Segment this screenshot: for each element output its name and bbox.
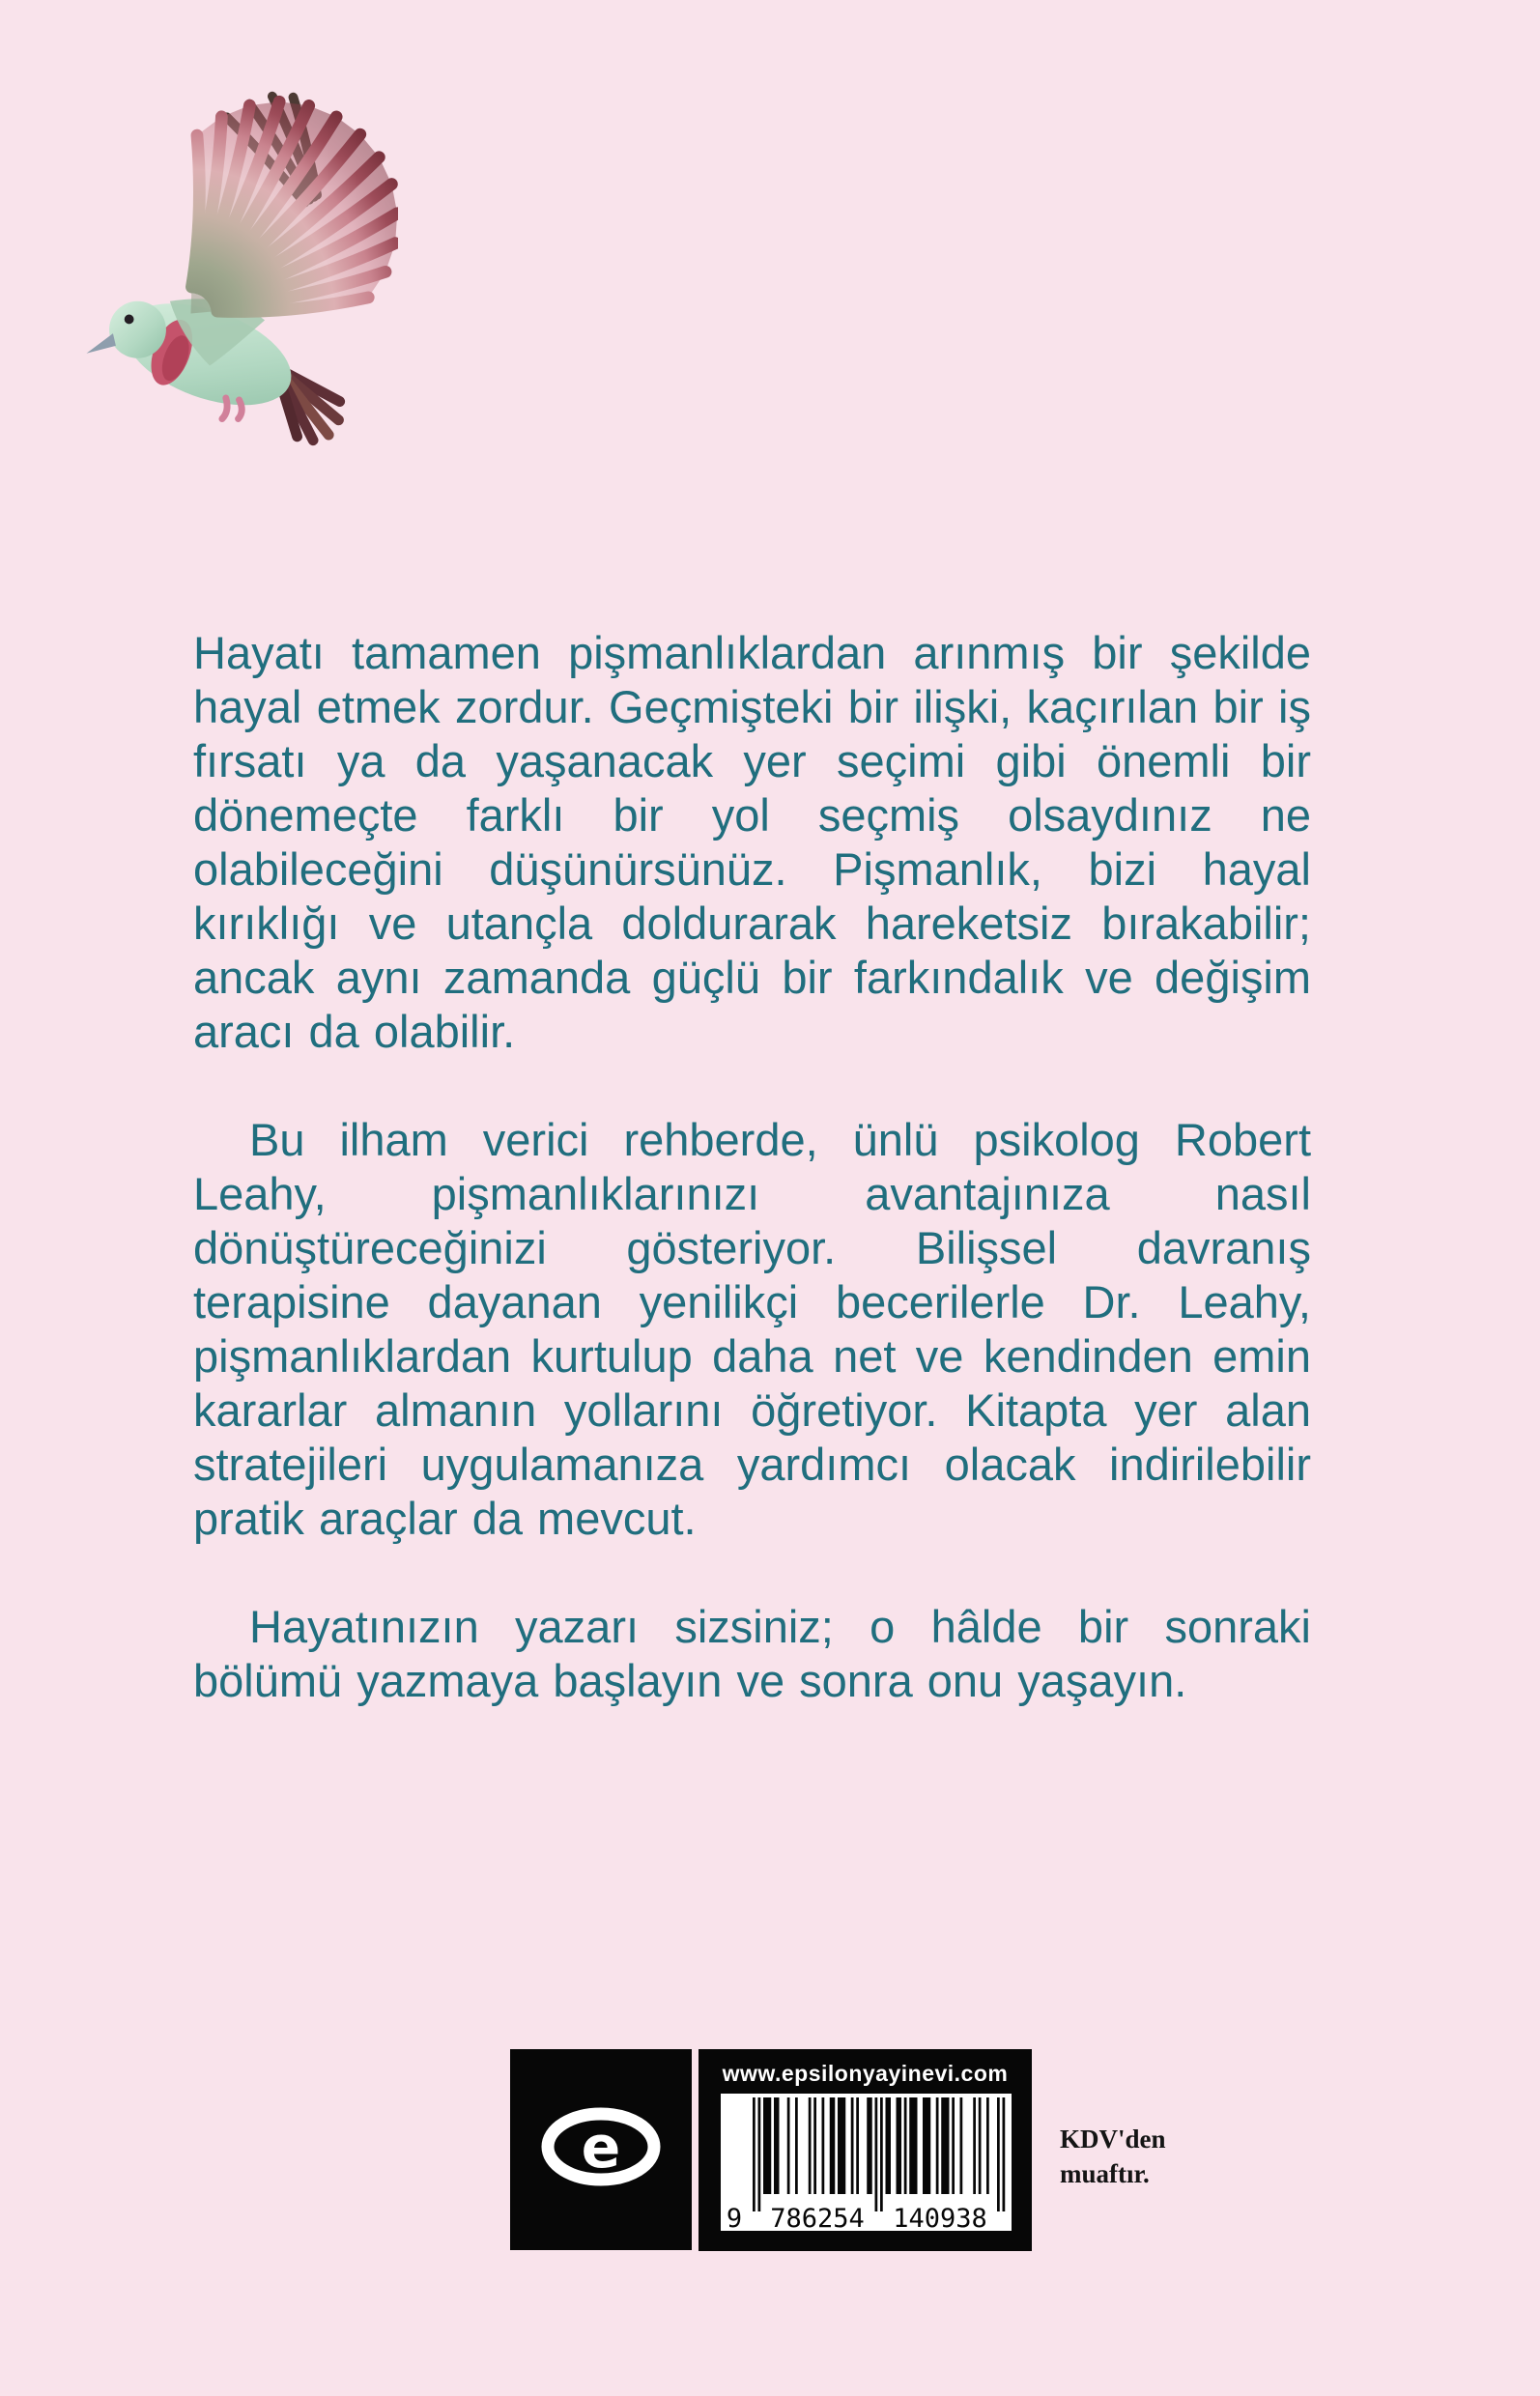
paragraph-2: Bu ilham verici rehberde, ünlü psikolog Robert Leahy, pişmanlıklarınızı avantajınıza nasıl dönüştüreceğinizi gösteriyor. Bilişsel davranış terapisine dayanan yenilikçi becerilerle Dr. Leahy, pişmanlıklardan kurtulup daha net ve kendinden emin kararlar almanın yollarını öğretiyor. Kitapta yer alan stratejileri uygulamanıza yardımcı olacak indirilebilir pratik araçlar da mevcut. — [193, 1114, 1311, 1544]
paragraph-1: Hayatı tamamen pişmanlıklardan arınmış bir şekilde hayal etmek zordur. Geçmişteki bir ilişki, kaçırılan bir iş fırsatı ya da yaşanacak yer seçimi gibi önemli bir dönemeçte farklı bir yol seçmiş olsaydınız ne olabileceğini düşünürsünüz. Pişmanlık, bizi hayal kırıklığı ve utançla doldurarak hareketsiz bırakabilir; ancak aynı zamanda güçlü bir farkındalık ve değişim aracı da olabilir. — [193, 627, 1311, 1057]
dove-beak — [86, 333, 115, 354]
epsilon-logo-mark — [510, 2049, 692, 2250]
paragraph-3: Hayatınızın yazarı sizsiniz; o hâlde bir sonraki bölümü yazmaya başlayın ve sonra onu yaşayın. — [193, 1601, 1311, 1706]
dove-head — [109, 301, 166, 358]
epsilon-logo — [510, 2049, 692, 2250]
dove-eye — [125, 315, 134, 325]
publisher-website: www.epsilonyayinevi.com — [722, 2061, 1009, 2086]
epsilon-letter: e — [581, 2114, 621, 2182]
isbn-barcode — [721, 2094, 1012, 2231]
tax-note-line: muaftır. — [1060, 2159, 1150, 2188]
back-cover-text — [193, 626, 1311, 1708]
barcode-digit-group: 786254 — [770, 2204, 865, 2231]
barcode-digit-group: 9 — [726, 2204, 743, 2231]
dove-wing — [190, 101, 397, 313]
tax-note-line: KDV'den — [1060, 2125, 1166, 2154]
barcode-bars — [753, 2097, 1005, 2211]
tax-exempt-note — [1060, 2122, 1214, 2191]
dove-illustration — [83, 81, 398, 446]
barcode-digit-group: 140938 — [893, 2204, 987, 2231]
isbn-barcode-block — [699, 2049, 1032, 2251]
